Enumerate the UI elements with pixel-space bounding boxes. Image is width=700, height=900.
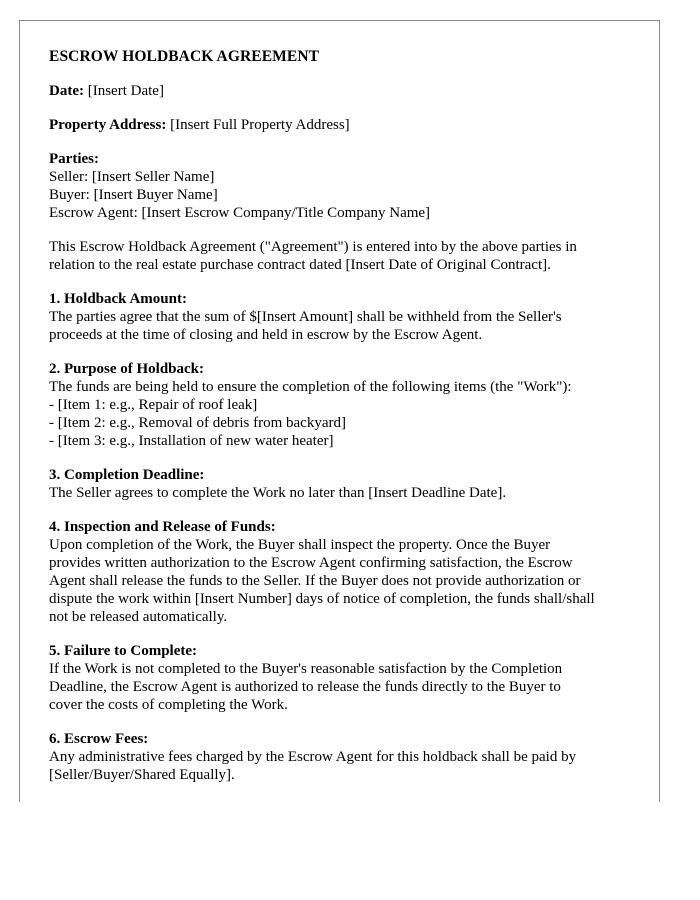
section-line: Deadline, the Escrow Agent is authorized to release the funds directly to the Buyer to — [49, 679, 561, 695]
work-item: - [Item 1: e.g., Repair of roof leak] — [49, 397, 258, 413]
document-page — [19, 20, 660, 802]
section-line: [Seller/Buyer/Shared Equally]. — [49, 767, 235, 783]
section-heading: 2. Purpose of Holdback: — [49, 361, 205, 377]
section-completion-deadline — [49, 466, 649, 502]
section-line: proceeds at the time of closing and held in escrow by the Escrow Agent. — [49, 327, 483, 343]
section-line: Any administrative fees charged by the Escrow Agent for this holdback shall be paid by — [49, 749, 577, 765]
date-row — [49, 82, 649, 100]
section-line: not be released automatically. — [49, 609, 228, 625]
section-line: The funds are being held to ensure the completion of the following items (the "Work"): — [49, 379, 572, 395]
work-item: - [Item 3: e.g., Installation of new water heater] — [49, 433, 334, 449]
section-line: The parties agree that the sum of $[Insert Amount] shall be withheld from the Seller's — [49, 309, 562, 325]
section-line: The Seller agrees to complete the Work no later than [Insert Deadline Date]. — [49, 485, 507, 501]
date-label: Date: — [49, 83, 84, 99]
section-heading: 6. Escrow Fees: — [49, 731, 149, 747]
section-escrow-fees — [49, 730, 649, 784]
work-item: - [Item 2: e.g., Removal of debris from backyard] — [49, 415, 346, 431]
section-heading: 1. Holdback Amount: — [49, 291, 187, 307]
section-heading: 5. Failure to Complete: — [49, 643, 198, 659]
section-line: Upon completion of the Work, the Buyer shall inspect the property. Once the Buyer — [49, 537, 551, 553]
section-line: provides written authorization to the Escrow Agent confirming satisfaction, the Escrow — [49, 555, 573, 571]
intro-paragraph — [49, 238, 649, 274]
section-purpose-of-holdback — [49, 360, 649, 450]
section-failure-to-complete — [49, 642, 649, 714]
section-holdback-amount — [49, 290, 649, 344]
property-value: [Insert Full Property Address] — [166, 117, 350, 133]
section-heading: 3. Completion Deadline: — [49, 467, 205, 483]
document-content — [49, 48, 649, 800]
parties-block — [49, 150, 649, 222]
property-label: Property Address: — [49, 117, 167, 133]
intro-line: relation to the real estate purchase contract dated [Insert Date of Original Contract]. — [49, 257, 551, 273]
party-seller: Seller: [Insert Seller Name] — [49, 169, 215, 185]
section-line: If the Work is not completed to the Buyer's reasonable satisfaction by the Completion — [49, 661, 563, 677]
property-row — [49, 116, 649, 134]
party-escrow-agent: Escrow Agent: [Insert Escrow Company/Title Company Name] — [49, 205, 431, 221]
section-inspection-release — [49, 518, 649, 626]
section-heading: 4. Inspection and Release of Funds: — [49, 519, 276, 535]
document-title: ESCROW HOLDBACK AGREEMENT — [49, 48, 320, 65]
date-value: [Insert Date] — [83, 83, 164, 99]
intro-line: This Escrow Holdback Agreement ("Agreement") is entered into by the above parties in — [49, 239, 577, 255]
section-line: dispute the work within [Insert Number] days of notice of completion, the funds shall/shall — [49, 591, 595, 607]
section-line: Agent shall release the funds to the Seller. If the Buyer does not provide authorization or — [49, 573, 581, 589]
party-buyer: Buyer: [Insert Buyer Name] — [49, 187, 218, 203]
parties-label: Parties: — [49, 151, 99, 167]
section-line: cover the costs of completing the Work. — [49, 697, 288, 713]
